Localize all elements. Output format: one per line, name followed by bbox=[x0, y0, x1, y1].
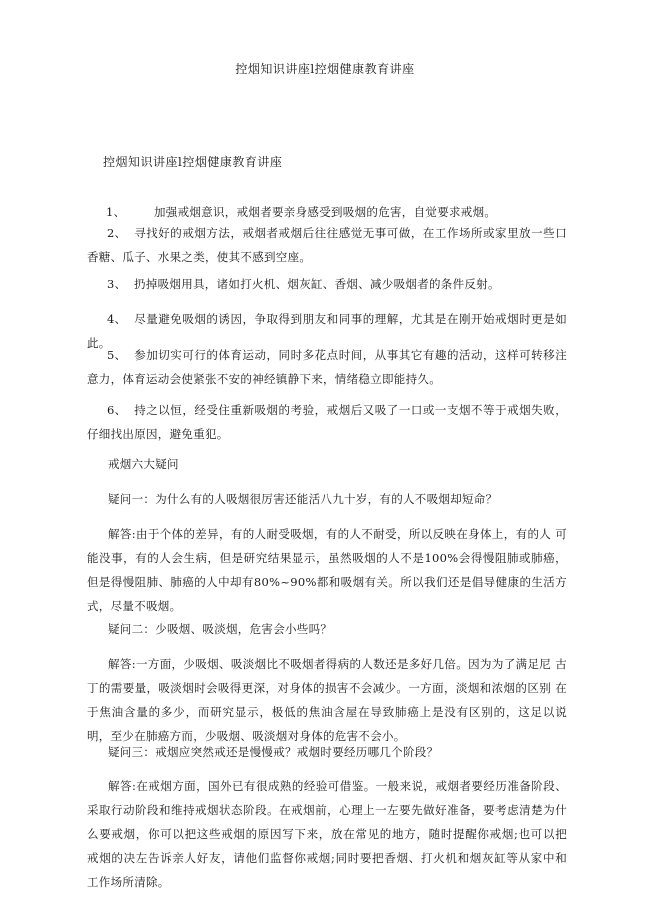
tip-text: 尽量避免吸烟的诱因，争取得到朋友和同事的理解，尤其是在刚开始戒烟时更是如 此。 bbox=[87, 312, 567, 350]
document-sub-title: 控烟知识讲座l控烟健康教育讲座 bbox=[103, 155, 283, 169]
tip-number: 4、 bbox=[107, 312, 127, 326]
answer-text: 解答:由于个体的差异，有的人耐受吸烟，有的人不耐受，所以反映在身体上，有的人 可能没事，有的人会生病，但是研究结果显示，虽然吸烟的人不是100%会得慢阻肺或肺癌， 但是得慢阻肺、肺癌的人中却有80%~90%都和吸烟有关。所以我们还是倡导健康的生活方 式，尽量不吸烟。 bbox=[87, 527, 567, 613]
tip-number: 2、 bbox=[107, 226, 127, 240]
document-header-title: 控烟知识讲座l控烟健康教育讲座 bbox=[235, 62, 415, 76]
tip-number: 3、 bbox=[107, 277, 127, 291]
tip-text: 参加切实可行的体育运动，同时多花点时间，从事其它有趣的活动，这样可转移注 意力，体育运动会使紧张不安的神经镇静下来，情绪稳立即能持久。 bbox=[87, 348, 567, 386]
tip-item-2 bbox=[87, 221, 567, 269]
section-title: 戒烟六大疑问 bbox=[108, 457, 179, 471]
tip-number: 1、 bbox=[106, 205, 126, 219]
tip-text: 持之以恒，经受住重新吸烟的考验，戒烟后又吸了一口或一支烟不等于戒烟失败， 仔细找出原因，避免重犯。 bbox=[87, 403, 567, 441]
tip-item-6 bbox=[87, 398, 567, 446]
question-1: 疑问一：为什么有的人吸烟很厉害还能活八九十岁，有的人不吸烟却短命？ bbox=[108, 492, 498, 506]
answer-2 bbox=[87, 652, 567, 748]
answer-3 bbox=[87, 774, 567, 894]
answer-text: 解答:一方面，少吸烟、吸淡烟比不吸烟者得病的人数还是多好几倍。因为为了满足尼 古丁的需要量，吸淡烟时会吸得更深，对身体的损害不会减少。一方面，淡烟和浓烟的区别 在于焦油含量的多少，而研究显示，极低的焦油含屋在导致肺癌上是没有区别的，这足以说 明，至少在肺癌方而，少吸烟、吸淡烟对身体的危害不会小。 bbox=[87, 657, 567, 743]
tip-item-3 bbox=[87, 272, 567, 296]
question-2: 疑问二：少吸烟、吸淡烟，危害会小些吗？ bbox=[108, 622, 333, 636]
tip-item-5 bbox=[87, 343, 567, 391]
tip-text: 扔掉吸烟用具，诸如打火机、烟灰缸、香烟、减少吸烟者的条件反射。 bbox=[134, 277, 500, 291]
answer-text: 解答:在戒烟方面，国外已有很成熟的经验可借鉴。一般来说，戒烟者要经历准备阶段、 采取行动阶段和维持戒烟状态阶段。在戒烟前，心理上一左要先做好准备，要考虑清楚为什 么要戒烟，你可以把这些戒烟的原因写下来，放在常见的地方，随时提醒你戒烟;也可以把 戒烟的决左告诉亲人好友，请他们监督你戒烟;同时要把香烟、打火机和烟灰缸等从家中和 工作场所清除。 bbox=[87, 779, 567, 889]
tip-number: 6、 bbox=[107, 403, 127, 417]
question-3: 疑问三：戒烟应突然戒还是慢慢戒？戒烟时要经历哪几个阶段？ bbox=[108, 745, 439, 759]
tip-text: 加强戒烟意识，戒烟者要亲身感受到吸烟的危害，自觉要求戒烟。 bbox=[154, 205, 497, 219]
tip-text: 寻找好的戒烟方法，戒烟者戒烟后往往感觉无事可做，在工作场所或家里放一些口 香糖、瓜子、水果之类，使其不感到空座。 bbox=[87, 226, 567, 264]
answer-1 bbox=[87, 522, 567, 618]
tip-number: 5、 bbox=[107, 348, 127, 362]
